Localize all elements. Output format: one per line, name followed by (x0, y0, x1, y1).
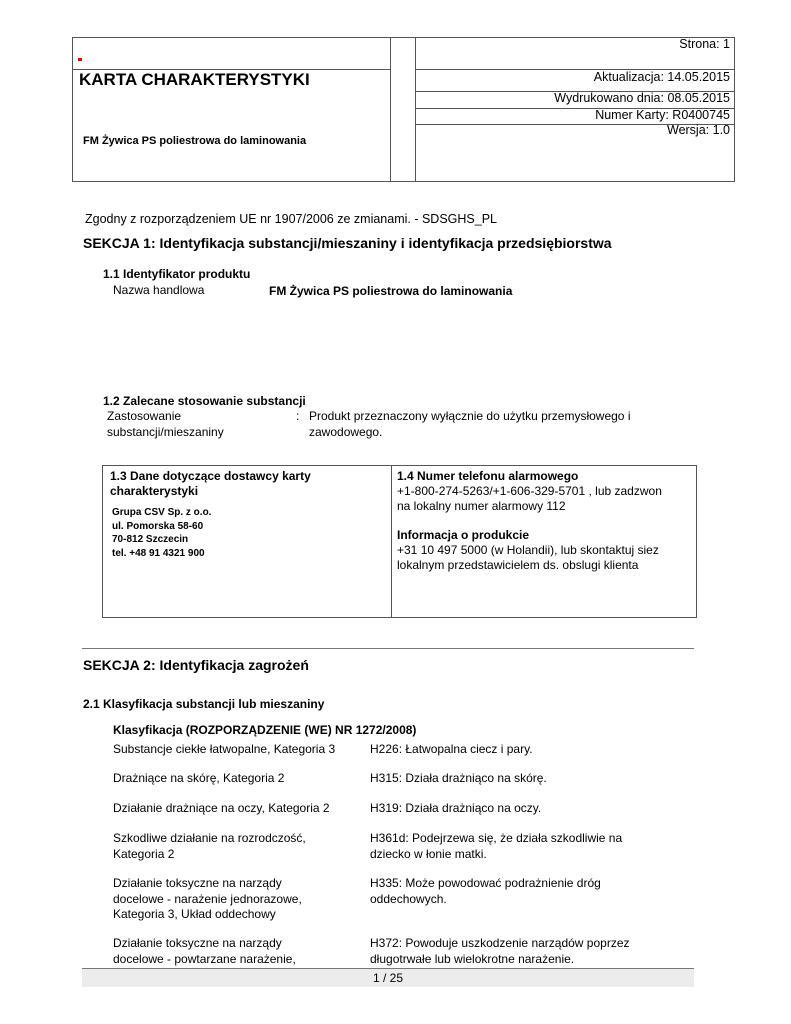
use-label-2: substancji/mieszaniny (107, 425, 224, 439)
classification-title: Klasyfikacja (ROZPORZĄDZENIE (WE) NR 1272/2008) (113, 723, 417, 737)
section2-1-title: 2.1 Klasyfikacja substancji lub mieszaniny (83, 697, 325, 711)
trade-name-label: Nazwa handlowa (113, 283, 205, 297)
update-date: Aktualizacja: 14.05.2015 (593, 70, 730, 84)
hazard-class-row (113, 771, 363, 787)
print-date: Wydrukowano dnia: 08.05.2015 (554, 91, 730, 105)
hazard-statement-row (370, 742, 690, 758)
emergency-line-1: +1-800-274-5263/+1-606-329-5701 , lub zadzwon (397, 484, 662, 498)
hazard-class-row (113, 831, 363, 862)
section1-3-title-1: 1.3 Dane dotyczące dostawcy karty (110, 469, 311, 483)
section1-1-title: 1.1 Identyfikator produktu (103, 267, 251, 281)
hazard-statement-row (370, 771, 690, 787)
section-divider (82, 648, 694, 649)
card-number: Numer Karty: R0400745 (595, 108, 730, 122)
hazard-statement: H361d: Podejrzewa się, że działa szkodliwie na (370, 831, 623, 845)
hazard-class: docelowe - narażenie jednorazowe, (113, 891, 302, 906)
hazard-class: Kategoria 3, Układ oddechowy (113, 907, 276, 921)
hazard-class: Działanie drażniące na oczy, Kategoria 2 (113, 801, 330, 815)
hazard-class-row (113, 742, 363, 758)
hazard-class-row (113, 936, 363, 967)
page-label: Strona: 1 (679, 37, 730, 51)
hazard-statement: długotrwałe lub wielokrotne narażenie. (370, 951, 575, 966)
hazard-statement: H372: Powoduje uszkodzenie narządów poprzez (370, 936, 630, 950)
hazard-statement: H335: Może powodować podrażnienie dróg (370, 876, 601, 890)
hazard-statement: H315: Działa drażniąco na skórę. (370, 771, 547, 785)
product-info-line-2: lokalnym przedstawicielem ds. obslugi klienta (397, 558, 639, 572)
header-product-name: FM Żywica PS poliestrowa do laminowania (83, 135, 307, 147)
hazard-statement-row (370, 831, 690, 862)
use-label-1: Zastosowanie (107, 409, 182, 423)
hazard-statement-row (370, 876, 690, 907)
supplier-address (112, 506, 211, 560)
product-info-line-1: +31 10 497 5000 (w Holandii), lub skontaktuj siez (397, 543, 659, 557)
hazard-class: Substancje ciekłe łatwopalne, Kategoria 3 (113, 742, 336, 756)
hazard-statement: dziecko w łonie matki. (370, 846, 487, 861)
hazard-statement: H226: Łatwopalna ciecz i pary. (370, 742, 533, 756)
product-info-title: Informacja o produkcie (397, 528, 530, 542)
supplier-line: tel. +48 91 4321 900 (112, 547, 205, 559)
hazard-statement-row (370, 801, 690, 817)
trade-name-value: FM Żywica PS poliestrowa do laminowania (269, 284, 513, 298)
page-number: 1 / 25 (372, 971, 404, 985)
compliance-note: Zgodny z rozporządzeniem UE nr 1907/2006 ze zmianami. - SDSGHS_PL (85, 212, 497, 226)
hazard-class: docelowe - powtarzane narażenie, (113, 951, 296, 966)
hazard-class: Działanie toksyczne na narządy (113, 936, 282, 950)
section1-4-title: 1.4 Numer telefonu alarmowego (397, 469, 579, 483)
hazard-class: Kategoria 2 (113, 846, 175, 861)
hazard-class: Działanie toksyczne na narządy (113, 876, 282, 890)
colon-separator: : (296, 409, 300, 423)
use-value-2: zawodowego. (309, 425, 383, 439)
section1-2-title: 1.2 Zalecane stosowanie substancji (103, 394, 306, 408)
hazard-class-row (113, 876, 363, 923)
section1-title: SEKCJA 1: Identyfikacja substancji/mieszaniny i identyfikacja przedsiębiorstwa (83, 235, 612, 251)
supplier-line: 70-812 Szczecin (112, 534, 189, 545)
hazard-class-row (113, 801, 363, 817)
supplier-line: Grupa CSV Sp. z o.o. (112, 507, 212, 518)
document-title: KARTA CHARAKTERYSTYKI (79, 70, 310, 89)
use-value-1: Produkt przeznaczony wyłącznie do użytku przemysłowego i (309, 409, 631, 423)
hazard-statement: oddechowych. (370, 891, 447, 906)
hazard-statement: H319: Działa drażniąco na oczy. (370, 801, 542, 815)
section1-3-title-2: charakterystyki (110, 484, 199, 498)
hazard-class: Szkodliwe działanie na rozrodczość, (113, 831, 306, 845)
version: Wersja: 1.0 (667, 123, 730, 137)
hazard-class: Drażniące na skórę, Kategoria 2 (113, 771, 285, 785)
hazard-statement-row (370, 936, 690, 967)
emergency-line-2: na lokalny numer alarmowy 112 (397, 499, 566, 513)
section2-title: SEKCJA 2: Identyfikacja zagrożeń (83, 657, 309, 673)
supplier-line: ul. Pomorska 58-60 (112, 520, 204, 532)
